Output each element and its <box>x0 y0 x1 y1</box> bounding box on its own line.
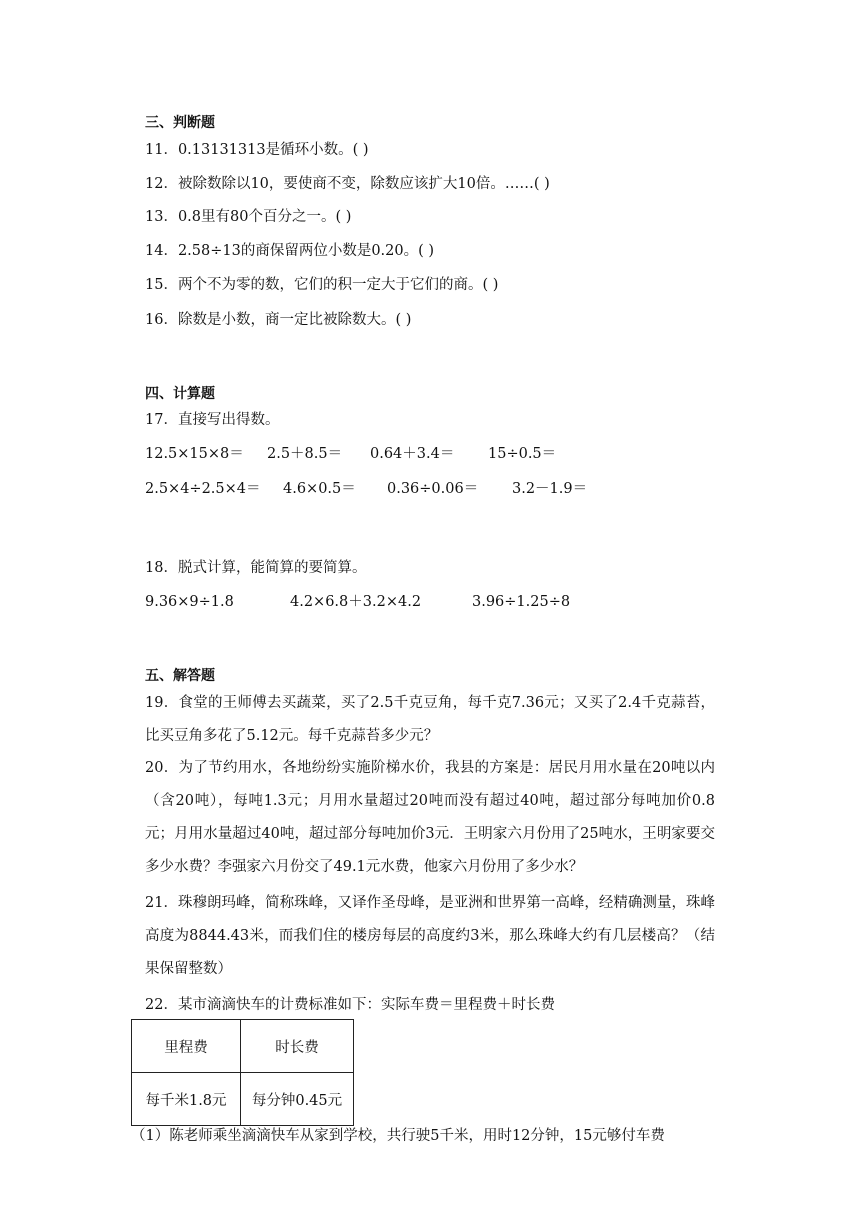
q17-expr-7: 0.36÷0.06＝ <box>387 481 479 497</box>
q18-expr-3: 3.96÷1.25÷8 <box>472 594 571 610</box>
question-17: 17．直接写出得数。 <box>145 412 280 428</box>
question-12: 12．被除数除以10，要使商不变，除数应该扩大10倍。……( ) <box>145 176 550 192</box>
question-22-part-1: （1）陈老师乘坐滴滴快车从家到学校，共行驶5千米，用时12分钟，15元够付车费 <box>131 1128 665 1144</box>
fee-table-value-time: 每分钟0.45元 <box>241 1073 354 1126</box>
q18-expr-1: 9.36×9÷1.8 <box>145 594 234 610</box>
q17-expr-5: 2.5×4÷2.5×4＝ <box>145 481 261 497</box>
q17-expr-3: 0.64＋3.4＝ <box>370 446 455 462</box>
question-15: 15．两个不为零的数，它们的积一定大于它们的商。( ) <box>145 277 499 293</box>
question-22: 22．某市滴滴快车的计费标准如下：实际车费＝里程费＋时长费 <box>145 997 555 1013</box>
q17-expr-2: 2.5＋8.5＝ <box>267 446 343 462</box>
section-title-judgement: 三、判断题 <box>145 115 215 131</box>
question-11: 11．0.13131313是循环小数。( ) <box>145 142 369 158</box>
fee-table-value-distance: 每千米1.8元 <box>132 1073 241 1126</box>
question-13: 13．0.8里有80个百分之一。( ) <box>145 209 352 225</box>
question-19: 19．食堂的王师傅去买蔬菜，买了2.5千克豆角，每千克7.36元；又买了2.4千克蒜苔，比买豆角多花了5.12元。每千克蒜苔多少元？ <box>145 695 715 744</box>
q17-expr-1: 12.5×15×8＝ <box>145 446 244 462</box>
fee-table-header-time: 时长费 <box>241 1020 354 1073</box>
fee-table <box>131 1019 354 1126</box>
question-16: 16．除数是小数，商一定比被除数大。( ) <box>145 312 412 328</box>
q17-expr-4: 15÷0.5＝ <box>488 446 557 462</box>
q17-expr-6: 4.6×0.5＝ <box>283 481 356 497</box>
section-title-calculation: 四、计算题 <box>145 386 215 402</box>
fee-table-header-distance: 里程费 <box>132 1020 241 1073</box>
question-14: 14．2.58÷13的商保留两位小数是0.20。( ) <box>145 243 435 259</box>
section-title-word-problems: 五、解答题 <box>145 668 215 684</box>
question-20: 20．为了节约用水，各地纷纷实施阶梯水价，我县的方案是：居民月用水量在20吨以内（含20吨），每吨1.3元；月用水量超过20吨而没有超过40吨，超过部分每吨加价0.8元；月用水量超过40吨，超过部分每吨加价3元．王明家六月份用了25吨水，王明家要交多少水费？李强家六月份交了49.1元水费，他家六月份用了多少水？ <box>145 760 715 875</box>
question-18: 18．脱式计算，能简算的要简算。 <box>145 560 367 576</box>
q17-expr-8: 3.2－1.9＝ <box>512 481 588 497</box>
q18-expr-2: 4.2×6.8＋3.2×4.2 <box>290 594 422 610</box>
question-21: 21．珠穆朗玛峰，简称珠峰，又译作圣母峰，是亚洲和世界第一高峰，经精确测量，珠峰高度为8844.43米，而我们住的楼房每层的高度约3米，那么珠峰大约有几层楼高？（结果保留整数） <box>145 895 715 977</box>
